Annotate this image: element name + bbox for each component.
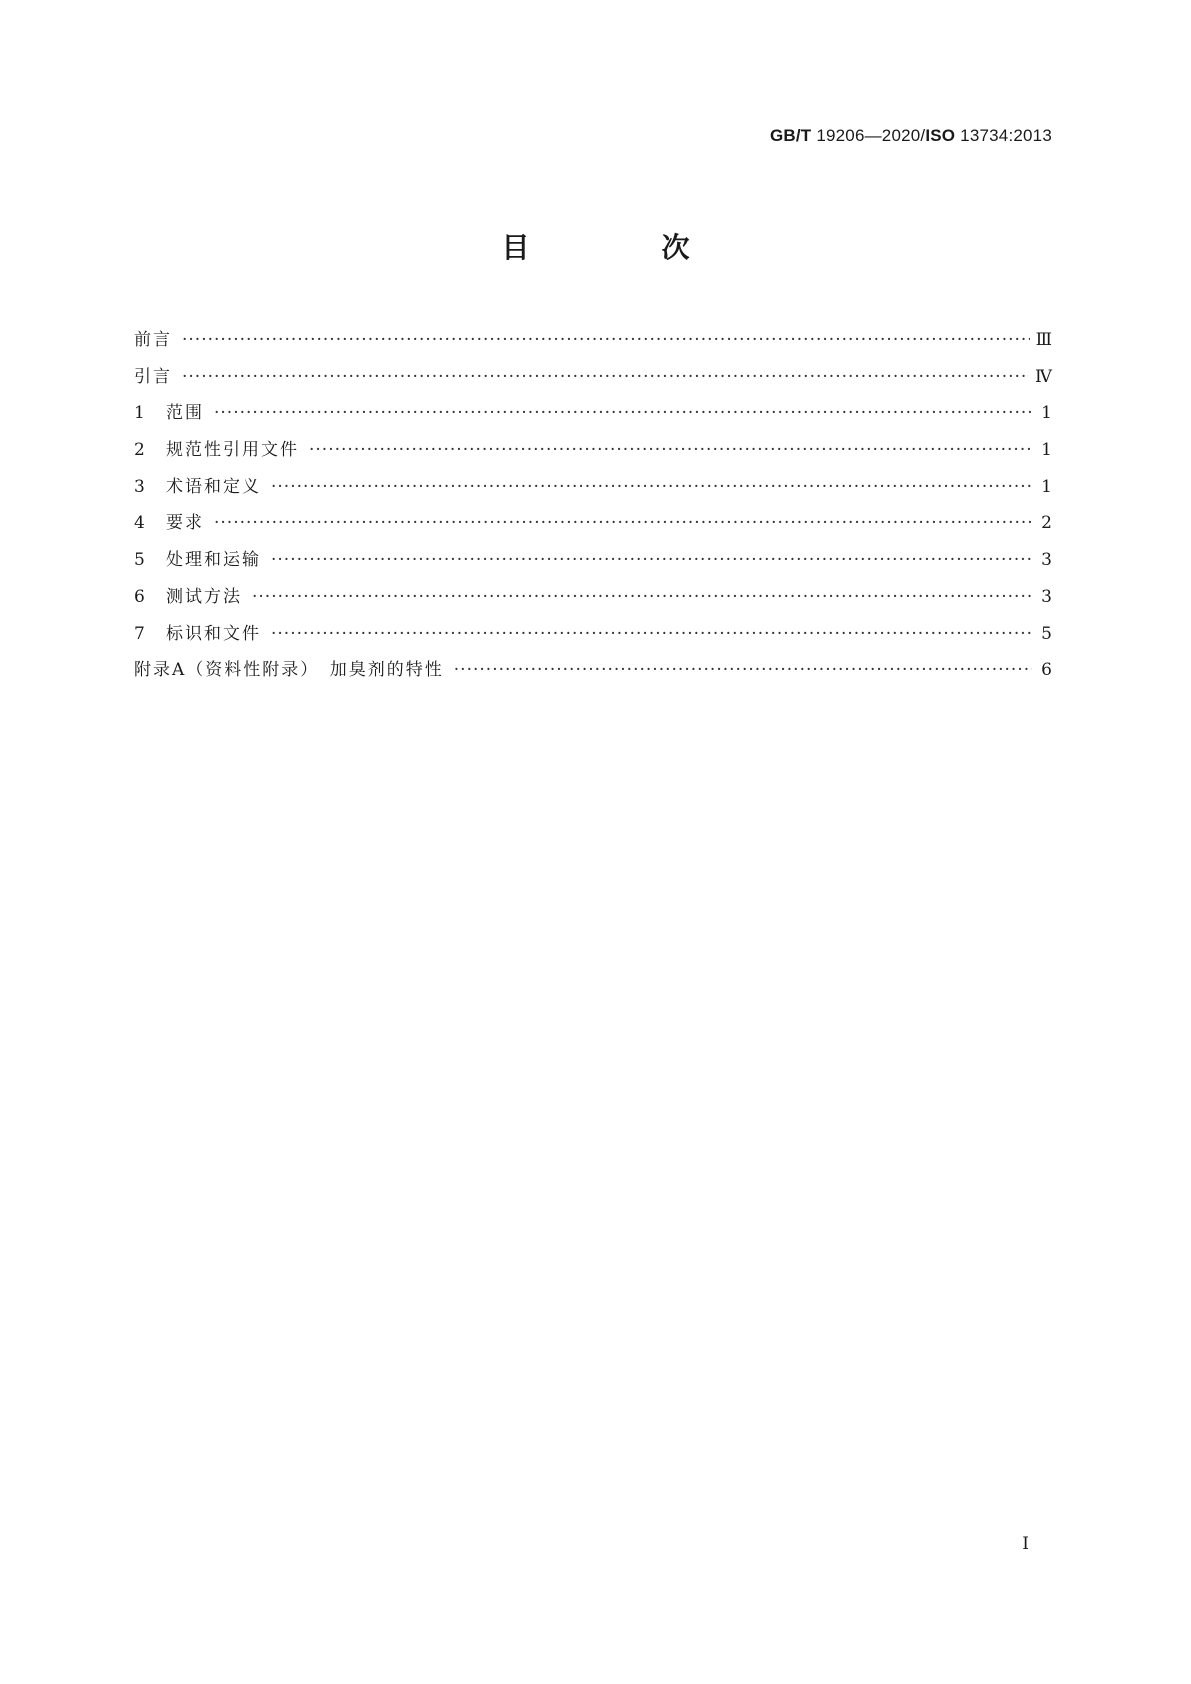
toc-entry-title: 引言 — [134, 366, 172, 387]
toc-entry-page: 5 — [1041, 623, 1052, 644]
toc-entry-page: 3 — [1041, 550, 1052, 571]
toc-leader-dots — [182, 330, 1030, 350]
toc-entry-title: 术语和定义 — [166, 476, 261, 497]
iso-prefix: ISO — [925, 126, 956, 145]
toc-entry-foreword[interactable] — [134, 325, 1052, 362]
toc-leader-dots — [182, 367, 1029, 387]
toc-entry-marking-documentation[interactable] — [134, 619, 1052, 656]
toc-leader-dots — [454, 660, 1032, 680]
toc-entry-number: 3 — [134, 476, 145, 497]
toc-leader-dots — [214, 513, 1032, 533]
page-number: Ⅰ — [1022, 1534, 1029, 1554]
toc-entry-terms-definitions[interactable] — [134, 472, 1052, 509]
table-of-contents — [134, 325, 1052, 692]
toc-leader-dots — [214, 403, 1032, 423]
toc-entry-page: 1 — [1041, 440, 1052, 461]
toc-entry-title: 附录A（资料性附录） 加臭剂的特性 — [134, 660, 444, 681]
standard-number — [770, 126, 1052, 146]
toc-leader-dots — [271, 477, 1032, 497]
toc-entry-title: 范围 — [166, 403, 204, 424]
toc-entry-test-methods[interactable] — [134, 582, 1052, 619]
toc-entry-title: 处理和运输 — [166, 550, 261, 571]
toc-entry-page: 3 — [1041, 586, 1052, 607]
toc-entry-page: 1 — [1041, 403, 1052, 424]
toc-leader-dots — [309, 440, 1032, 460]
toc-entry-title: 测试方法 — [166, 586, 242, 607]
toc-entry-scope[interactable] — [134, 398, 1052, 435]
iso-code-number: 13734:2013 — [960, 126, 1052, 145]
toc-entry-requirements[interactable] — [134, 508, 1052, 545]
toc-entry-number: 6 — [134, 586, 145, 607]
std-code-number: 19206—2020/ — [816, 126, 926, 145]
toc-entry-introduction[interactable] — [134, 362, 1052, 399]
toc-entry-number: 4 — [134, 513, 145, 534]
toc-entry-number: 2 — [134, 440, 145, 461]
toc-entry-handling-transport[interactable] — [134, 545, 1052, 582]
toc-entry-number: 7 — [134, 623, 145, 644]
toc-leader-dots — [271, 624, 1032, 644]
std-code-prefix: GB/T — [769, 126, 812, 145]
toc-leader-dots — [271, 550, 1032, 570]
toc-entry-page: Ⅲ — [1035, 330, 1052, 350]
toc-entry-annex-a[interactable] — [134, 655, 1052, 692]
toc-entry-title: 标识和文件 — [166, 623, 261, 644]
page-title: 目 次 — [501, 231, 742, 264]
toc-entry-title: 要求 — [166, 513, 204, 534]
toc-entry-number: 5 — [134, 550, 145, 571]
toc-entry-page: 1 — [1041, 476, 1052, 497]
toc-entry-page: Ⅳ — [1035, 366, 1052, 387]
toc-entry-page: 6 — [1041, 660, 1052, 681]
toc-leader-dots — [252, 587, 1032, 607]
toc-entry-title: 前言 — [134, 330, 172, 350]
toc-entry-number: 1 — [134, 403, 145, 424]
toc-entry-normative-references[interactable] — [134, 435, 1052, 472]
toc-entry-title: 规范性引用文件 — [166, 440, 299, 461]
toc-entry-page: 2 — [1041, 513, 1052, 534]
